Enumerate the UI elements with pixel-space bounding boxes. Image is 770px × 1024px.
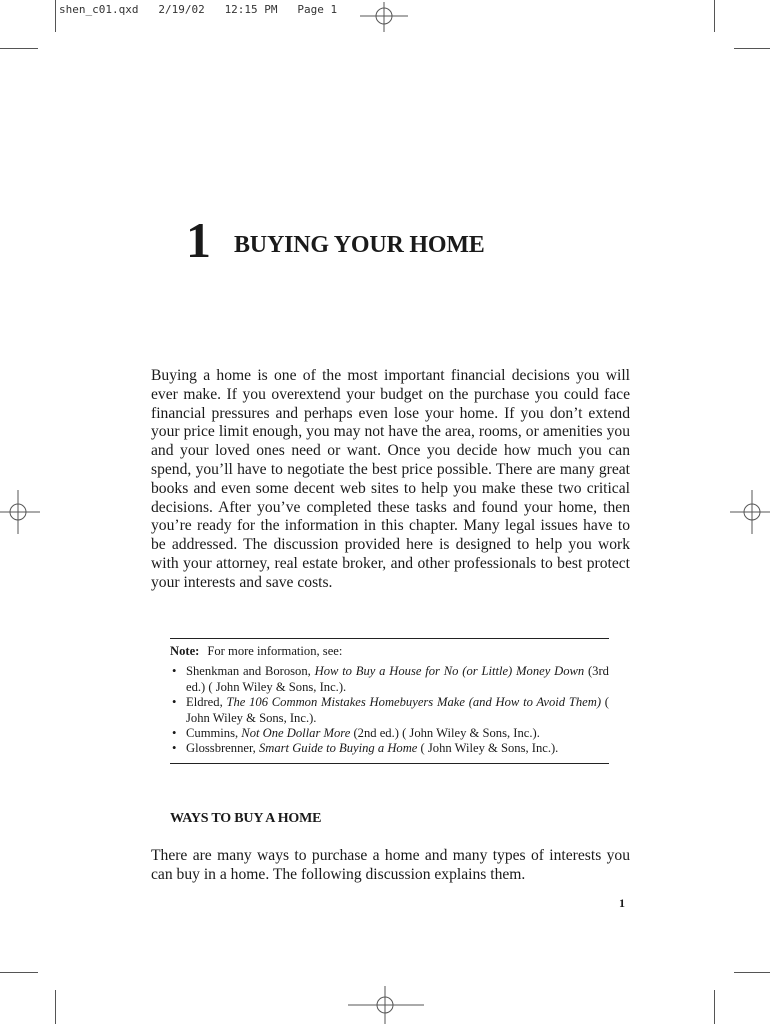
list-item: • Cummins, Not One Dollar More (2nd ed.) ( John Wiley & Sons, Inc.). [172,726,540,741]
note-header [170,644,609,659]
crop-mark [55,990,56,1024]
section-paragraph: There are many ways to purchase a home and many types of interests you can buy in a home. The following discussion explains them. [151,847,630,883]
crop-mark [55,0,56,32]
crop-mark [734,48,770,49]
reference-author: Shenkman and Boroson, [186,664,315,679]
intro-paragraph: Buying a home is one of the most important financial decisions you will ever make. If you overextend your budget on the purchase you could face financial pressures and perhaps even lose your home. If you don’t extend your price limit enough, you may not have the area, rooms, or amenities you and your loved ones need or want. Once you decide how much you can spend, you’ll have to negotiate the best price possible. There are many great books and even some decent web sites to help you make these two critical decisions. After you’ve completed these tasks and found your home, then you’re ready for the information in this chapter. Many legal issues have to be addressed. The discussion provided here is designed to help you work with your attorney, real estate broker, and other professionals to best protect your interests and save costs. [151,367,630,591]
reference-title: The 106 Common Mistakes Homebuyers Make (and How to Avoid Them) [226,695,602,710]
note-text: For more information, see: [207,644,343,658]
list-item: • Eldred, The 106 Common Mistakes Homebuyers Make (and How to Avoid Them) ( John Wiley & Sons, Inc.). [172,695,610,725]
reference-author: Glossbrenner, [186,741,259,756]
reference-title: How to Buy a House for No (or Little) Money Down [314,664,585,679]
reference-details: (3rd ed.) ( John Wiley & Sons, Inc.). [186,664,609,694]
reference-details: ( John Wiley & Sons, Inc.). [417,741,559,756]
crop-mark [734,972,770,973]
reference-details: (2nd ed.) ( John Wiley & Sons, Inc.). [350,726,540,741]
crop-mark [714,990,715,1024]
crop-mark [714,0,715,32]
registration-mark-icon [348,986,424,1024]
page-number: 1 [619,896,625,910]
reference-list [170,664,609,756]
registration-mark-icon [360,2,408,32]
reference-author: Eldred, [186,695,227,710]
crop-mark [0,48,38,49]
registration-mark-icon [0,490,40,534]
reference-title: Not One Dollar More [241,726,351,741]
chapter-title: BUYING YOUR HOME [234,232,485,258]
chapter-number: 1 [186,212,211,268]
registration-mark-icon [730,490,770,534]
note-label: Note: [170,644,200,658]
list-item: • Shenkman and Boroson, How to Buy a House for No (or Little) Money Down (3rd ed.) ( John Wiley & Sons, Inc.). [172,664,609,694]
reference-author: Cummins, [186,726,242,741]
note-box [170,638,609,764]
print-slug: shen_c01.qxd 2/19/02 12:15 PM Page 1 [59,3,338,16]
reference-title: Smart Guide to Buying a Home [258,741,418,756]
reference-details: ( John Wiley & Sons, Inc.). [186,695,610,725]
list-item: • Glossbrenner, Smart Guide to Buying a Home ( John Wiley & Sons, Inc.). [172,741,559,756]
section-heading: WAYS TO BUY A HOME [170,811,322,826]
crop-mark [0,972,38,973]
